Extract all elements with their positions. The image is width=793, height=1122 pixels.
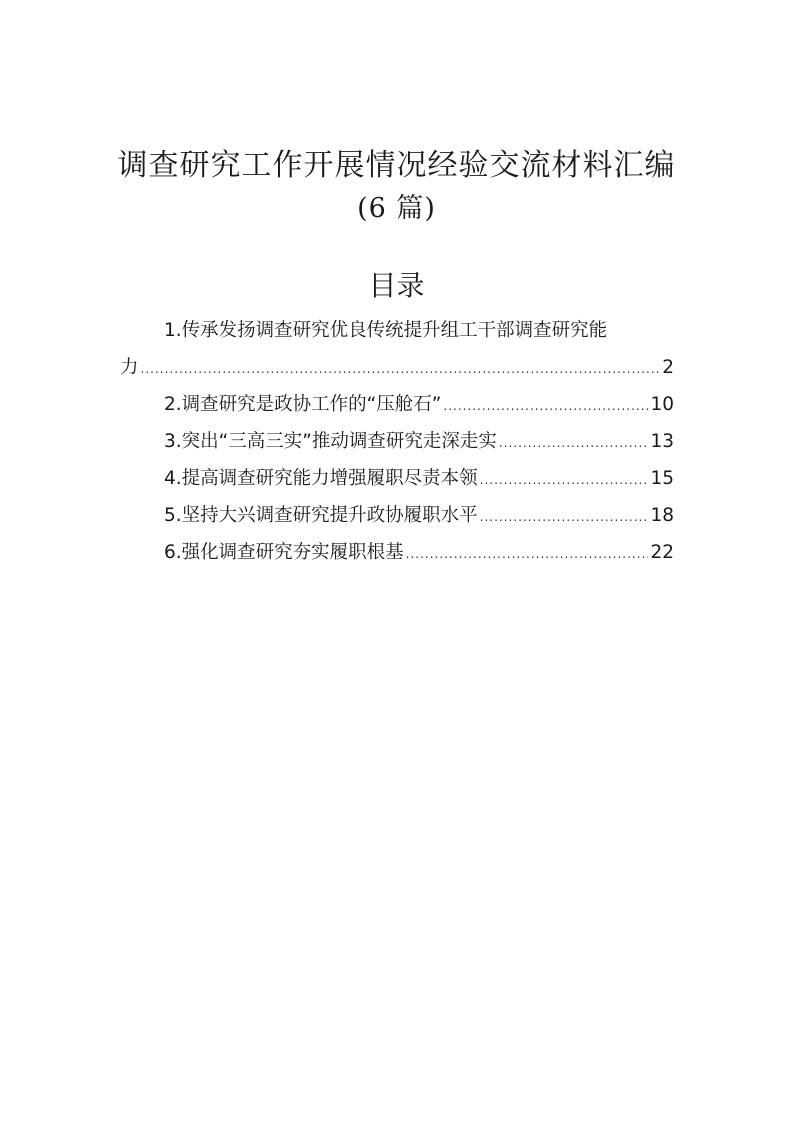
document-title: 调查研究工作开展情况经验交流材料汇编: [117, 148, 676, 183]
toc-page-number: 15: [650, 468, 674, 489]
toc-entry-text: 6.强化调查研究夯实履职根基: [164, 542, 404, 563]
toc-entry-1-second-line[interactable]: [120, 349, 674, 386]
document-subtitle: (6 篇): [357, 193, 436, 224]
toc-entry-text: 3.突出“三高三实”推动调查研究走深走实: [164, 431, 497, 452]
toc-leader-dots: [499, 425, 649, 462]
toc-entry-3[interactable]: [120, 423, 674, 460]
toc-entry-text: 1.传承发扬调查研究优良传统提升组工干部调查研究能: [164, 320, 608, 341]
toc-leader-dots: [141, 351, 661, 388]
table-of-contents: [120, 312, 674, 571]
toc-leader-dots: [480, 462, 649, 499]
toc-entry-5[interactable]: [120, 497, 674, 534]
toc-page-number: 2: [662, 357, 674, 378]
toc-entry-text: 2.调查研究是政协工作的“压舱石”: [164, 394, 442, 415]
toc-page-number: 13: [650, 431, 674, 452]
toc-page-number: 18: [650, 505, 674, 526]
toc-leader-dots: [443, 388, 648, 425]
toc-entry-text: 5.坚持大兴调查研究提升政协履职水平: [164, 505, 478, 526]
toc-entry-4[interactable]: [120, 460, 674, 497]
toc-page-number: 22: [650, 542, 674, 563]
toc-leader-dots: [480, 499, 649, 536]
toc-entry-text: 力: [120, 357, 139, 378]
toc-entry-1-first-line[interactable]: [120, 312, 674, 349]
toc-entry-text: 4.提高调查研究能力增强履职尽责本领: [164, 468, 478, 489]
toc-leader-dots: [406, 536, 649, 573]
toc-page-number: 10: [650, 394, 674, 415]
toc-heading: 目录: [368, 269, 425, 302]
toc-entry-6[interactable]: [120, 534, 674, 571]
toc-entry-2[interactable]: [120, 386, 674, 423]
